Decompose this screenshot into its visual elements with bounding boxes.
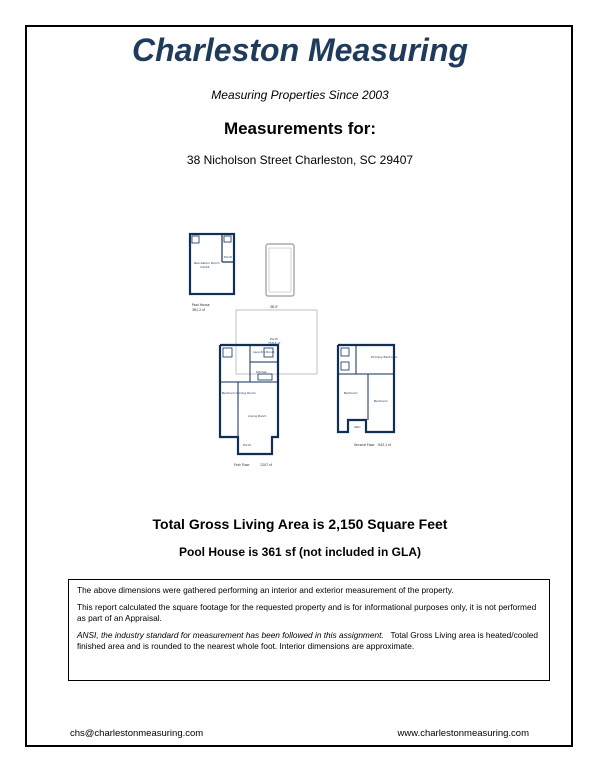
svg-text:Pool House: Pool House <box>192 303 210 307</box>
svg-text:758.4 sf: 758.4 sf <box>268 341 281 345</box>
floor-plan <box>178 222 410 478</box>
company-name: Charleston Measuring <box>131 32 469 68</box>
svg-text:Kitchen: Kitchen <box>256 370 268 374</box>
disclaimer-p3 <box>77 630 541 652</box>
total-gla: Total Gross Living Area is 2,150 Square Feet <box>152 516 448 532</box>
svg-text:First Floor: First Floor <box>234 463 250 467</box>
svg-text:14x16: 14x16 <box>200 265 210 269</box>
disclaimer-p1: The above dimensions were gathered performing an interior and exterior measurement of the property. <box>77 585 454 595</box>
pool-outline <box>266 244 294 296</box>
tagline: Measuring Properties Since 2003 <box>211 88 389 102</box>
svg-text:Recreation Room: Recreation Room <box>194 261 220 265</box>
svg-text:38.5': 38.5' <box>270 305 278 309</box>
svg-text:Porch: Porch <box>243 443 252 447</box>
svg-text:Primary Bedroom: Primary Bedroom <box>371 355 398 359</box>
svg-text:943.1 sf: 943.1 sf <box>378 443 391 447</box>
pool-house-note: Pool House is 361 sf (not included in GLA) <box>178 545 422 559</box>
svg-text:Porch: Porch <box>270 337 279 341</box>
svg-text:361.2 sf: 361.2 sf <box>192 308 205 312</box>
property-address: 38 Nicholson Street Charleston, SC 29407 <box>186 153 414 167</box>
gla-definition: Total Gross Living area is heated/cooled finished area and is rounded to the nearest whole foot. Interior dimensions are approximate. <box>77 630 539 651</box>
svg-text:Laundry Room: Laundry Room <box>253 350 275 354</box>
svg-text:Bedroom Dining Room: Bedroom Dining Room <box>222 391 256 395</box>
svg-text:Second Floor: Second Floor <box>354 443 375 447</box>
measurements-heading: Measurements for: <box>223 119 377 138</box>
svg-text:Living Room: Living Room <box>248 414 267 418</box>
disclaimer-box <box>68 579 550 681</box>
ansi-statement: ANSI, the industry standard for measurement has been followed in this assignment. <box>77 630 384 640</box>
first-floor-outline <box>220 345 278 454</box>
svg-text:Attic: Attic <box>354 425 361 429</box>
footer-email[interactable]: chs@charlestonmeasuring.com <box>70 728 204 739</box>
svg-text:Porch: Porch <box>224 255 233 259</box>
floor-plan-drawing <box>178 222 410 478</box>
disclaimer-p2: This report calculated the square footage for the requested property and is for informational purposes only, it is not performed as part of an Appraisal. <box>77 602 537 623</box>
svg-text:Bedroom: Bedroom <box>344 391 358 395</box>
footer-website[interactable]: www.charlestonmeasuring.com <box>397 728 529 739</box>
svg-text:Bedroom: Bedroom <box>374 399 388 403</box>
svg-text:1207 sf: 1207 sf <box>260 463 272 467</box>
